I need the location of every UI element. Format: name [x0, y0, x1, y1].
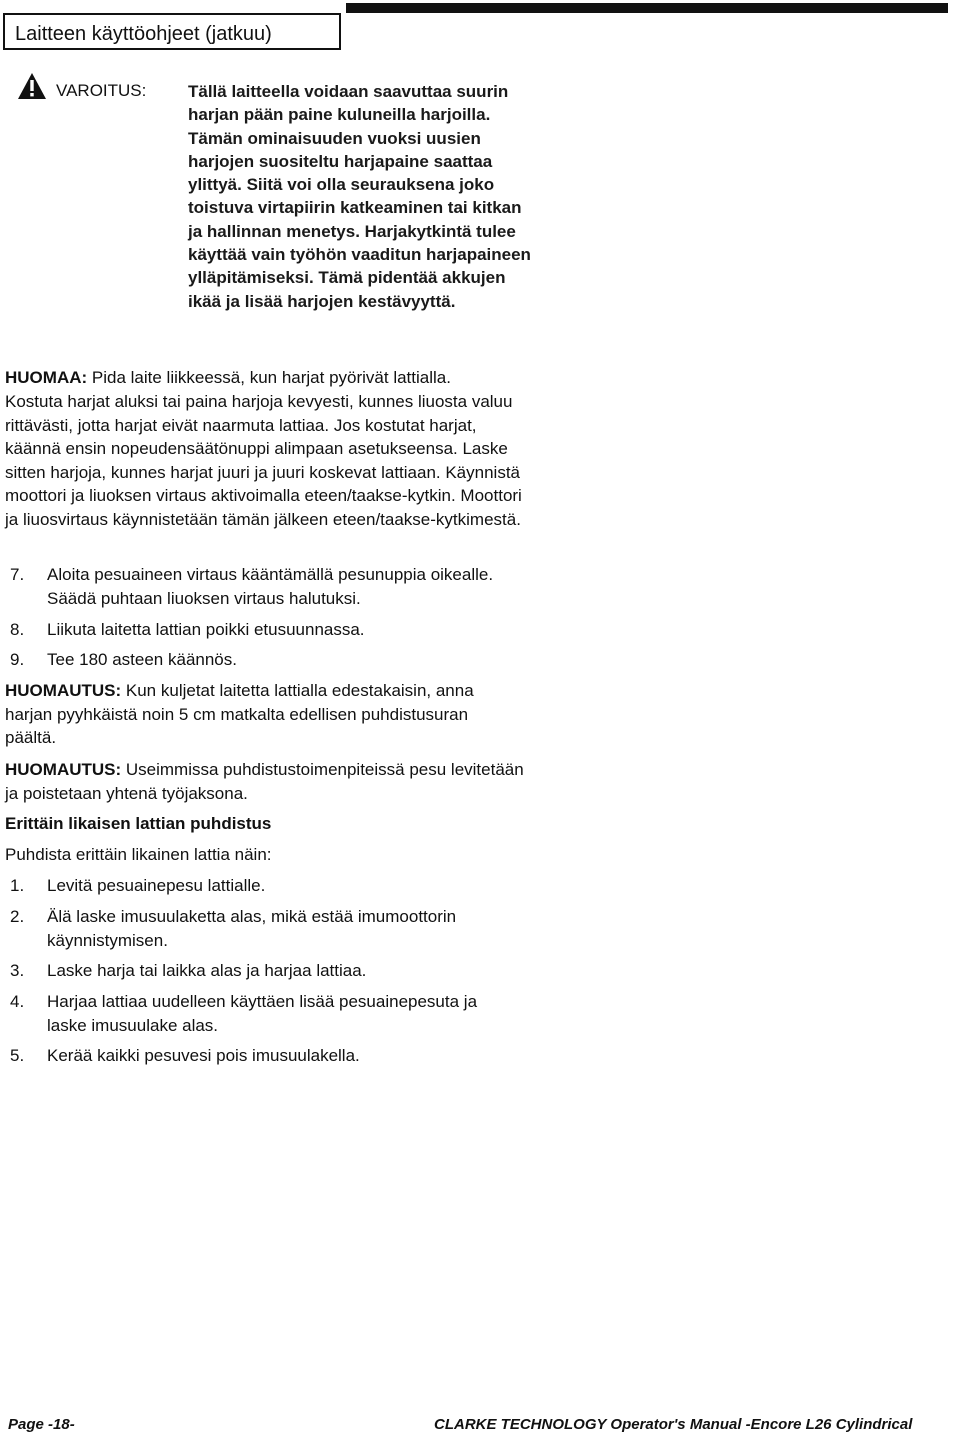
- warning-label: VAROITUS:: [56, 81, 147, 100]
- header-rule: [346, 3, 948, 13]
- list-item-number: 1.: [10, 876, 25, 895]
- note-label: HUOMAA:: [5, 368, 88, 387]
- list-item-number: 7.: [10, 565, 25, 584]
- list-item-number: 9.: [10, 650, 25, 669]
- section-heading: Erittäin likaisen lattian puhdistus: [5, 814, 272, 833]
- note-huomautus-overlap: [5, 679, 505, 750]
- list-item-text: Laske harja tai laikka alas ja harjaa lattiaa.: [47, 961, 367, 980]
- list-item-text: Harjaa lattiaa uudelleen käyttäen lisää pesuainepesuta ja laske imusuulake alas.: [47, 992, 478, 1035]
- note-label: HUOMAUTUS:: [5, 760, 122, 779]
- list-item-text: Tee 180 asteen käännös.: [47, 650, 237, 669]
- list-item-text: Kerää kaikki pesuvesi pois imusuulakella.: [47, 1046, 360, 1065]
- list-item-text: Liikuta laitetta lattian poikki etusuunnassa.: [47, 620, 365, 639]
- note-text: Pida laite liikkeessä, kun harjat pyörivät lattialla.: [91, 368, 451, 387]
- section-title-box: [3, 13, 341, 50]
- warning-text: Tällä laitteella voidaan saavuttaa suurin harjan pään paine kuluneilla harjoilla. Tämän ominaisuuden vuoksi uusien harjojen suositeltu harjapaine saattaa ylittyä. Siitä voi olla seurauksena joko toistuva virtapiirin katkeaminen tai kitkan ja hallinnan menetys. Harjakytkintä tulee käyttää vain työhön vaaditun harjapaineen ylläpitämiseksi. Tämä pidentää akkujen ikää ja lisää harjojen kestävyyttä.: [188, 82, 531, 311]
- note-label: HUOMAUTUS:: [5, 681, 122, 700]
- list-item-number: 8.: [10, 620, 25, 639]
- list-item-text: Aloita pesuaineen virtaus kääntämällä pesunuppia oikealle. Säädä puhtaan liuoksen virtaus halutuksi.: [47, 565, 494, 608]
- manual-title: CLARKE TECHNOLOGY Operator's Manual -Encore L26 Cylindrical: [434, 1416, 913, 1433]
- note-text: Kun kuljetat laitetta lattialla edestakaisin, anna harjan pyyhkäistä noin 5 cm matkalta edellisen puhdistusuran päältä.: [5, 681, 474, 747]
- list-item-number: 4.: [10, 992, 25, 1011]
- warning-triangle-icon: [17, 72, 47, 100]
- list-item-text: Levitä pesuainepesu lattialle.: [47, 876, 266, 895]
- section-intro: Puhdista erittäin likainen lattia näin:: [5, 845, 272, 864]
- note-huomautus-cycle: [5, 758, 525, 805]
- note-text: Useimmissa puhdistustoimenpiteissä pesu levitetään ja poistetaan yhtenä työjaksona.: [5, 760, 524, 803]
- list-item-number: 3.: [10, 961, 25, 980]
- note-huomaa: [5, 366, 530, 390]
- list-item-text: Älä laske imusuulaketta alas, mikä estää imumoottorin käynnistymisen.: [47, 907, 457, 950]
- list-item-number: 5.: [10, 1046, 25, 1065]
- page-title: Laitteen käyttöohjeet (jatkuu): [15, 23, 272, 45]
- instructions-paragraph: Kostuta harjat aluksi tai paina harjoja kevyesti, kunnes liuosta valuu rittävästi, jotta harjat eivät naarmuta lattiaa. Jos kostutat harjat, käännä ensin nopeudensäätönuppi alimpaan asetukseensa. Laske sitten harjoja, kunnes harjat juuri ja juuri koskevat lattiaan. Käynnistä moottori ja liuoksen virtaus aktivoimalla eteen/taakse-kytkin. Moottori ja liuosvirtaus käynnistetään tämän jälkeen eteen/taakse-kytkimestä.: [5, 392, 522, 529]
- list-item-number: 2.: [10, 907, 25, 926]
- page-number: Page -18-: [8, 1416, 75, 1433]
